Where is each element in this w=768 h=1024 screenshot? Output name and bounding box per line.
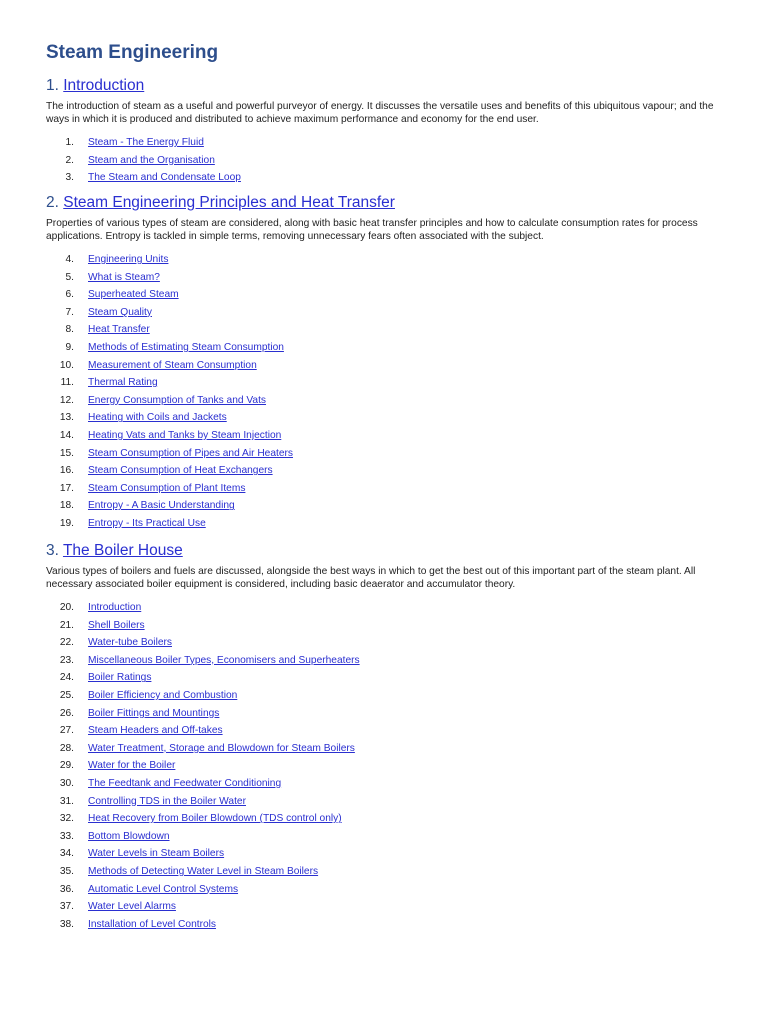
item-link[interactable]: Water-tube Boilers: [88, 637, 172, 649]
item-number: 37.: [59, 901, 74, 913]
list-item: [46, 705, 736, 723]
item-link[interactable]: Steam Consumption of Pipes and Air Heaters: [88, 447, 293, 459]
item-link[interactable]: Measurement of Steam Consumption: [88, 359, 257, 371]
item-link[interactable]: Introduction: [88, 602, 142, 613]
list-item: [46, 599, 736, 617]
list-item: [46, 374, 736, 392]
list-item: [46, 462, 736, 480]
item-link[interactable]: Steam Headers and Off-takes: [88, 725, 223, 737]
list-item: [46, 286, 736, 304]
list-item: [46, 687, 736, 705]
item-number: 35.: [59, 865, 74, 877]
item-number: 32.: [59, 813, 74, 825]
item-number: 25.: [59, 689, 74, 701]
item-number: 26.: [59, 707, 74, 719]
section-number: 3.: [46, 542, 59, 559]
item-link[interactable]: Shell Boilers: [88, 619, 145, 631]
item-number: 1.: [65, 137, 74, 148]
list-item: [46, 339, 736, 357]
section-heading-link[interactable]: Introduction: [63, 77, 145, 94]
item-number: 11.: [60, 377, 74, 389]
page-title: Steam Engineering: [46, 42, 219, 63]
list-item: [46, 134, 736, 152]
section-introduction: [46, 77, 736, 187]
item-number: 24.: [59, 672, 74, 684]
item-link[interactable]: What is Steam?: [88, 271, 160, 283]
item-link[interactable]: Installation of Level Controls: [88, 918, 216, 930]
section-heading: [46, 542, 736, 560]
section-heading: [46, 194, 736, 212]
item-link[interactable]: Automatic Level Control Systems: [88, 883, 239, 895]
item-link[interactable]: Steam and the Organisation: [88, 154, 215, 166]
item-link[interactable]: Water Level Alarms: [88, 901, 176, 913]
section-item-list: [46, 251, 736, 533]
item-link[interactable]: Water for the Boiler: [88, 760, 176, 772]
list-item: [46, 152, 736, 170]
list-item: [46, 321, 736, 339]
item-number: 15.: [59, 447, 74, 459]
list-item: [46, 722, 736, 740]
item-number: 19.: [59, 517, 74, 529]
list-item: [46, 775, 736, 793]
list-item: [46, 409, 736, 427]
item-number: 21.: [59, 619, 74, 631]
item-number: 33.: [59, 830, 74, 842]
item-number: 3.: [65, 172, 74, 184]
item-link[interactable]: Water Levels in Steam Boilers: [88, 848, 225, 860]
item-link[interactable]: Thermal Rating: [88, 377, 158, 389]
list-item: [46, 169, 736, 187]
list-item: [46, 898, 736, 916]
item-link[interactable]: Entropy - A Basic Understanding: [88, 500, 235, 512]
item-link[interactable]: Methods of Detecting Water Level in Steam Boilers: [88, 865, 319, 877]
item-number: 29.: [59, 760, 74, 772]
item-number: 17.: [59, 482, 74, 494]
item-number: 18.: [59, 500, 74, 512]
item-link[interactable]: Heat Transfer: [88, 324, 150, 336]
item-link[interactable]: Heating with Coils and Jackets: [88, 412, 227, 424]
item-number: 5.: [65, 271, 74, 283]
list-item: [46, 810, 736, 828]
item-link[interactable]: Engineering Units: [88, 254, 169, 265]
item-number: 12.: [59, 394, 74, 406]
list-item: [46, 357, 736, 375]
section-boiler-house: [46, 542, 736, 933]
list-item: [46, 445, 736, 463]
item-number: 23.: [59, 654, 74, 666]
item-link[interactable]: Steam - The Energy Fluid: [88, 137, 204, 148]
item-number: 9.: [65, 341, 74, 353]
item-link[interactable]: Miscellaneous Boiler Types, Economisers and Superheaters: [88, 654, 360, 666]
item-link[interactable]: Water Treatment, Storage and Blowdown for Steam Boilers: [88, 742, 355, 754]
item-link[interactable]: Steam Quality: [88, 306, 152, 318]
item-number: 34.: [59, 848, 74, 860]
list-item: [46, 392, 736, 410]
list-item: [46, 251, 736, 269]
item-number: 36.: [59, 883, 74, 895]
item-link[interactable]: Steam Consumption of Heat Exchangers: [88, 465, 273, 477]
section-heading-link[interactable]: Steam Engineering Principles and Heat Transfer: [63, 194, 395, 211]
item-number: 10.: [59, 359, 74, 371]
list-item: [46, 480, 736, 498]
list-item: [46, 916, 736, 934]
section-number: 1.: [46, 77, 59, 94]
list-item: [46, 863, 736, 881]
item-number: 27.: [59, 725, 74, 737]
item-link[interactable]: Steam Consumption of Plant Items: [88, 482, 246, 494]
item-number: 7.: [65, 306, 74, 318]
list-item: [46, 740, 736, 758]
section-number: 2.: [46, 194, 59, 211]
list-item: [46, 828, 736, 846]
list-item: [46, 269, 736, 287]
item-number: 38.: [59, 918, 74, 930]
list-item: [46, 881, 736, 899]
item-link[interactable]: Heating Vats and Tanks by Steam Injection: [88, 429, 282, 441]
item-number: 22.: [59, 637, 74, 649]
item-number: 2.: [65, 154, 74, 166]
item-number: 13.: [59, 412, 74, 424]
item-link[interactable]: Entropy - Its Practical Use: [88, 517, 206, 529]
item-number: 28.: [59, 742, 74, 754]
list-item: [46, 497, 736, 515]
item-number: 31.: [59, 795, 74, 807]
list-item: [46, 515, 736, 533]
list-item: [46, 652, 736, 670]
list-item: [46, 793, 736, 811]
section-heading-link[interactable]: The Boiler House: [62, 542, 183, 559]
list-item: [46, 757, 736, 775]
item-link[interactable]: Energy Consumption of Tanks and Vats: [88, 394, 267, 406]
item-number: 30.: [59, 777, 74, 789]
section-principles: [46, 194, 736, 533]
item-number: 20.: [59, 602, 74, 613]
section-heading: [46, 77, 736, 95]
item-link[interactable]: Bottom Blowdown: [88, 830, 170, 842]
list-item: [46, 617, 736, 635]
section-description: Properties of various types of steam are considered, along with basic heat transfer principles and how to calculate consumption rates for process applications. Entropy is tackled in simple terms, removing unnecessary fears often associated with the subject.: [46, 218, 698, 242]
section-description: The introduction of steam as a useful and powerful purveyor of energy. It discusses the versatile uses and benefits of this ubiquitous vapour; and the ways in which it is produced and distributed to achieve maximum performance and economy for the end user.: [46, 101, 714, 125]
item-number: 14.: [59, 429, 74, 441]
item-number: 16.: [59, 465, 74, 477]
item-link[interactable]: Boiler Fittings and Mountings: [88, 707, 220, 719]
item-link[interactable]: Methods of Estimating Steam Consumption: [88, 341, 284, 353]
item-number: 8.: [65, 324, 74, 336]
section-description: Various types of boilers and fuels are discussed, alongside the best ways in which to get the best out of this important part of the steam plant. All necessary associated boiler equipment is considered, including basic deaerator and accumulator theory.: [46, 566, 696, 590]
list-item: [46, 427, 736, 445]
item-link[interactable]: Heat Recovery from Boiler Blowdown (TDS control only): [88, 813, 342, 825]
item-number: 6.: [65, 289, 74, 301]
item-link[interactable]: Boiler Efficiency and Combustion: [88, 689, 238, 701]
list-item: [46, 845, 736, 863]
item-link[interactable]: Controlling TDS in the Boiler Water: [88, 795, 246, 807]
item-link[interactable]: Boiler Ratings: [88, 672, 152, 684]
section-item-list: [46, 134, 736, 187]
item-link[interactable]: The Steam and Condensate Loop: [88, 172, 241, 184]
item-link[interactable]: Superheated Steam: [88, 289, 179, 301]
list-item: [46, 634, 736, 652]
list-item: [46, 669, 736, 687]
item-link[interactable]: The Feedtank and Feedwater Conditioning: [88, 777, 282, 789]
section-item-list: [46, 599, 736, 933]
list-item: [46, 304, 736, 322]
item-number: 4.: [65, 254, 74, 265]
